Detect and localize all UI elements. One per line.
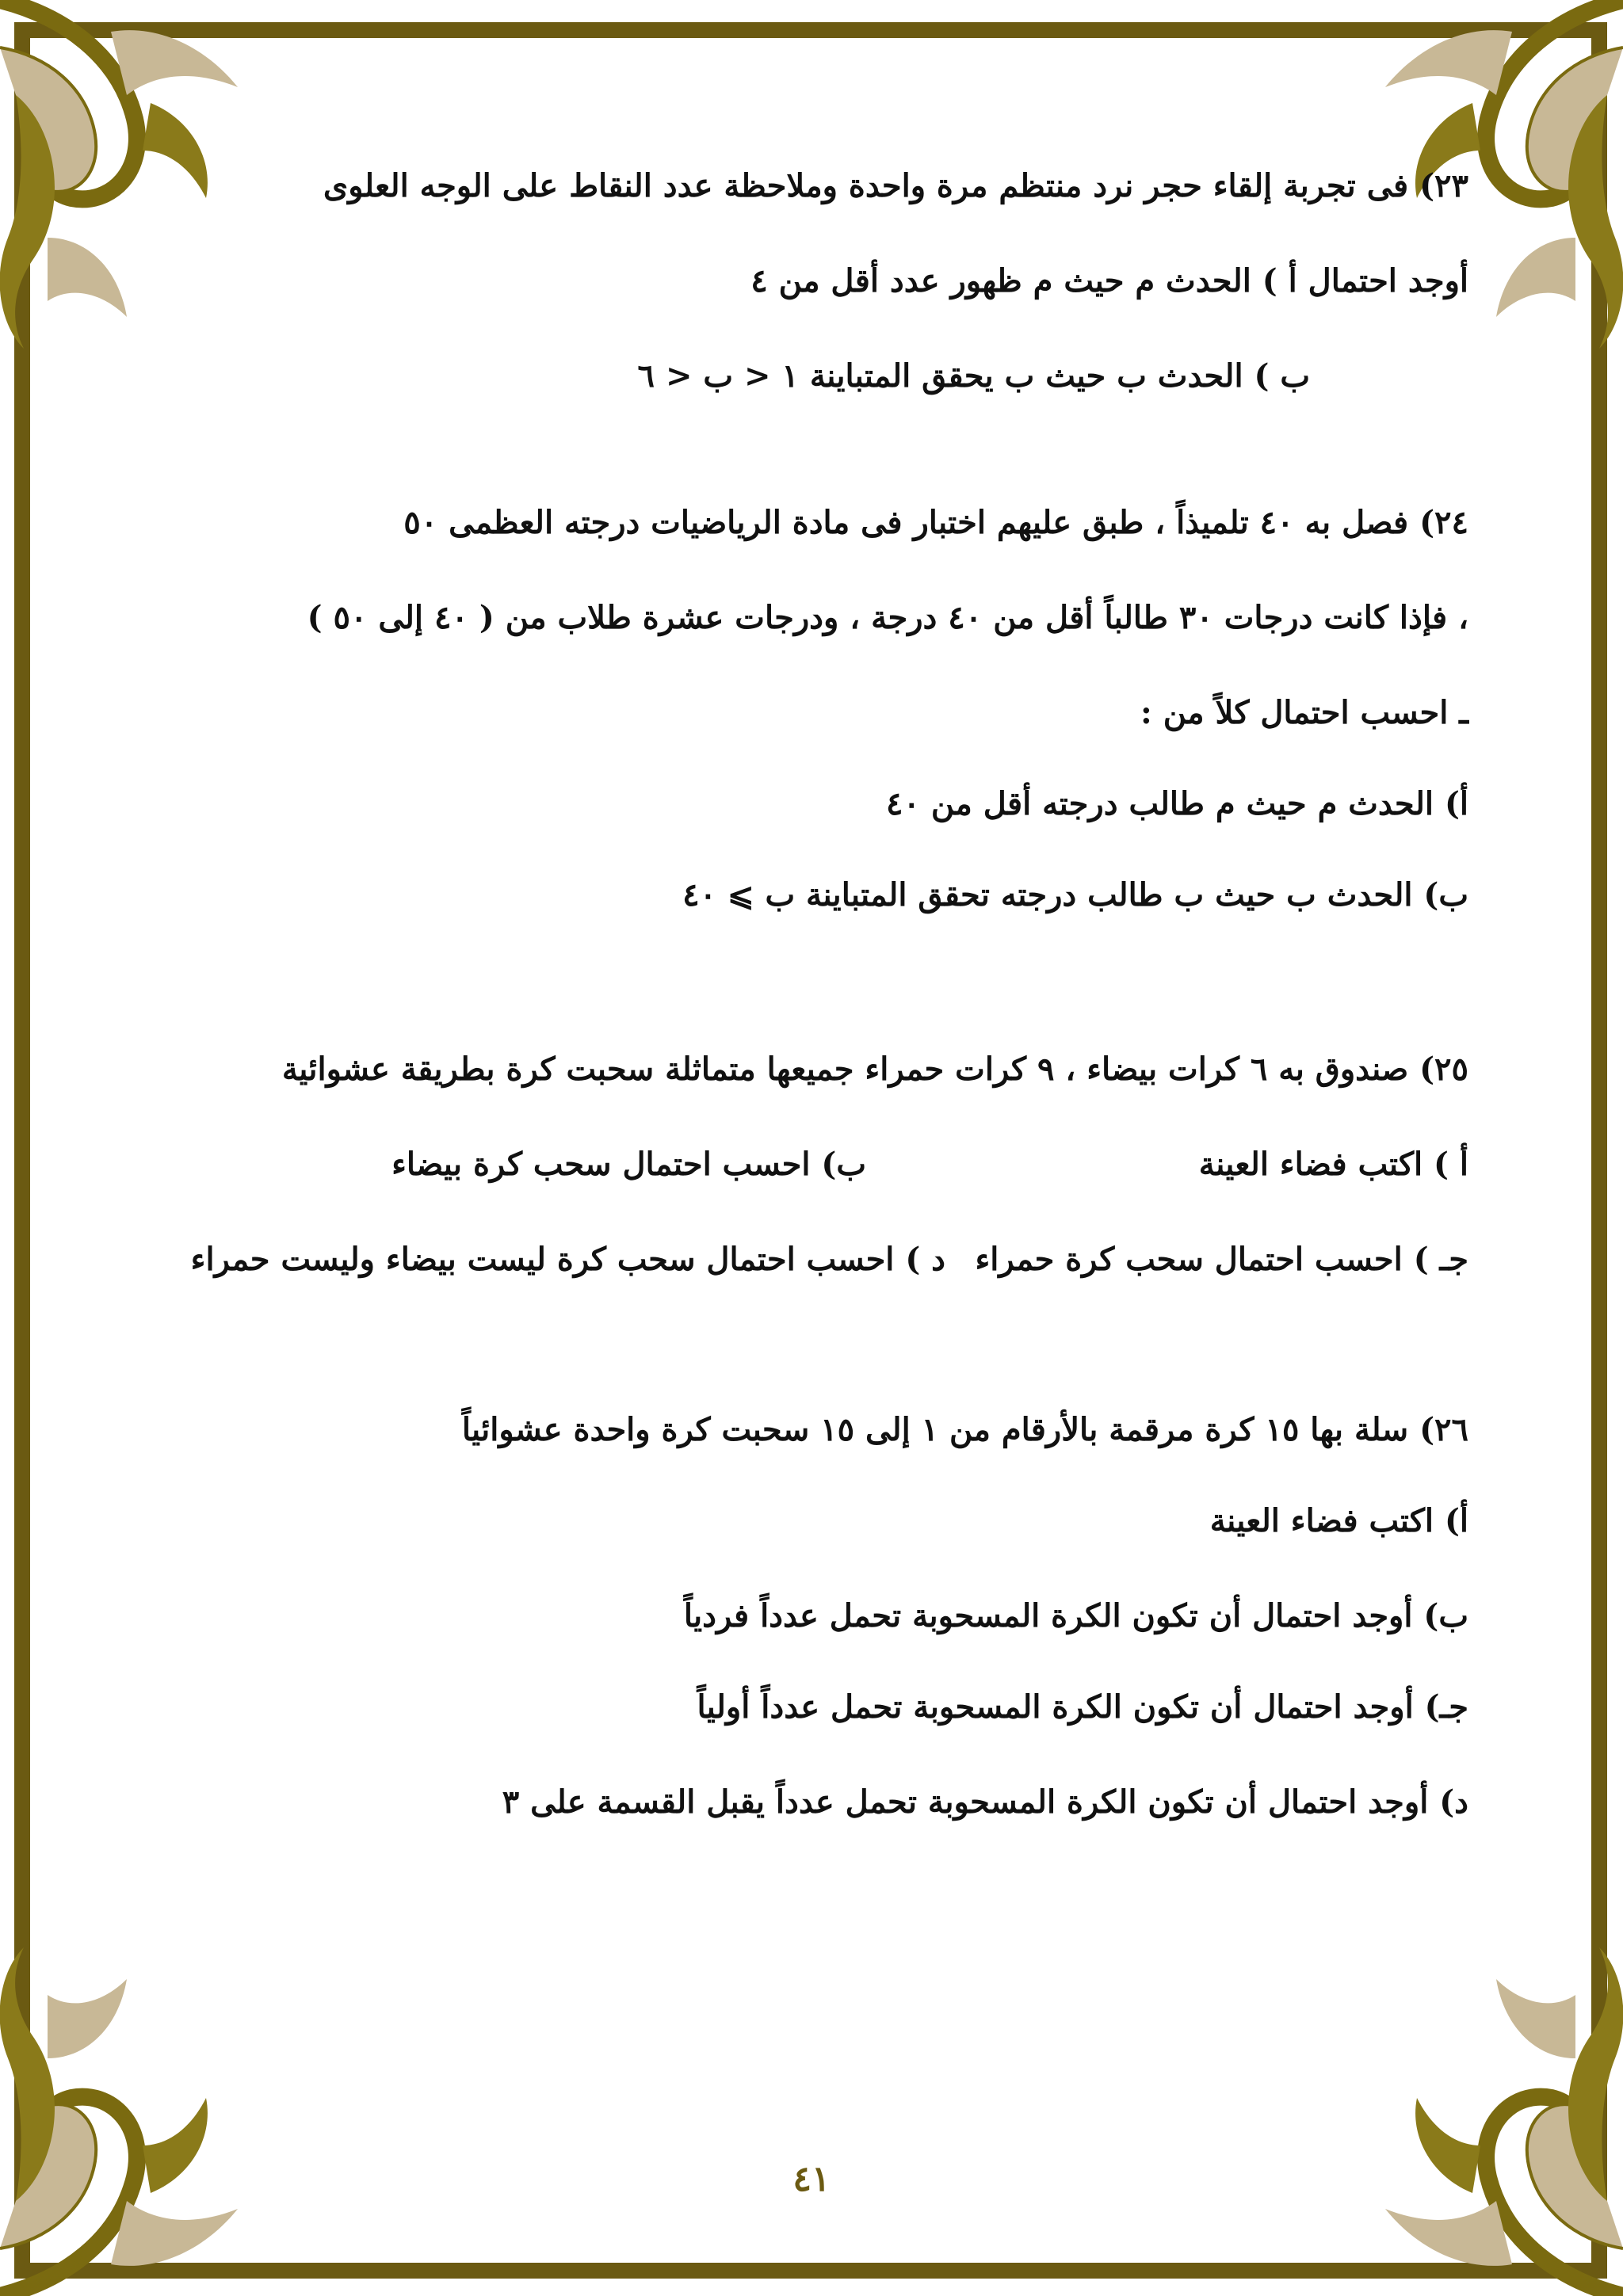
q25-part-c: جـ ) احسب احتمال سحب كرة حمراء xyxy=(975,1241,1468,1278)
q25-part-a: أ ) اكتب فضاء العينة xyxy=(1198,1146,1468,1183)
q23-line-1: ٢٣) فى تجربة إلقاء حجر نرد منتظم مرة واحدة وملاحظة عدد النقاط على الوجه العلوى xyxy=(323,167,1468,204)
q24-line-2: ، فإذا كانت درجات ٣٠ طالباً أقل من ٤٠ درجة ، ودرجات عشرة طلاب من ( ٤٠ إلى ٥٠ ) xyxy=(307,599,1468,636)
q26-part-d: د) أوجد احتمال أن تكون الكرة المسحوبة تحمل عدداً يقبل القسمة على ٣ xyxy=(502,1783,1468,1821)
q25-line-1: ٢٥) صندوق به ٦ كرات بيضاء ، ٩ كرات حمراء جميعها متماثلة سحبت كرة بطريقة عشوائية xyxy=(281,1051,1468,1088)
q23-line-2: أوجد احتمال أ ) الحدث م حيث م ظهور عدد أقل من ٤ xyxy=(750,262,1468,299)
q25-part-d: د ) احسب احتمال سحب كرة ليست بيضاء وليست حمراء xyxy=(190,1241,945,1278)
q23-line-3: ب ) الحدث ب حيث ب يحقق المتباينة ١ < ب < ٦ xyxy=(637,357,1310,395)
q24-line-4: أ) الحدث م حيث م طالب درجته أقل من ٤٠ xyxy=(886,785,1468,822)
q26-part-b: ب) أوجد احتمال أن تكون الكرة المسحوبة تحمل عدداً فردياً xyxy=(683,1597,1468,1634)
page-number: ٤١ xyxy=(792,2159,831,2199)
q25-row-ab xyxy=(391,1141,1468,1188)
q24-line-1: ٢٤) فصل به ٤٠ تلميذاً ، طبق عليهم اختبار فى مادة الرياضيات درجته العظمى ٥٠ xyxy=(403,504,1468,541)
q24-line-5: ب) الحدث ب حيث ب طالب درجته تحقق المتباينة ب ⩾ ٤٠ xyxy=(682,876,1468,913)
q24-line-3: ـ احسب احتمال كلاً من : xyxy=(1140,694,1468,731)
q26-part-c: جـ) أوجد احتمال أن تكون الكرة المسحوبة تحمل عدداً أولياً xyxy=(697,1688,1468,1726)
q25-row-cd xyxy=(191,1236,1468,1283)
q26-line-1: ٢٦) سلة بها ١٥ كرة مرقمة بالأرقام من ١ إلى ١٥ سحبت كرة واحدة عشوائياً xyxy=(461,1411,1468,1448)
q25-part-b: ب) احسب احتمال سحب كرة بيضاء xyxy=(391,1146,866,1183)
q26-part-a: أ) اكتب فضاء العينة xyxy=(1209,1502,1468,1539)
